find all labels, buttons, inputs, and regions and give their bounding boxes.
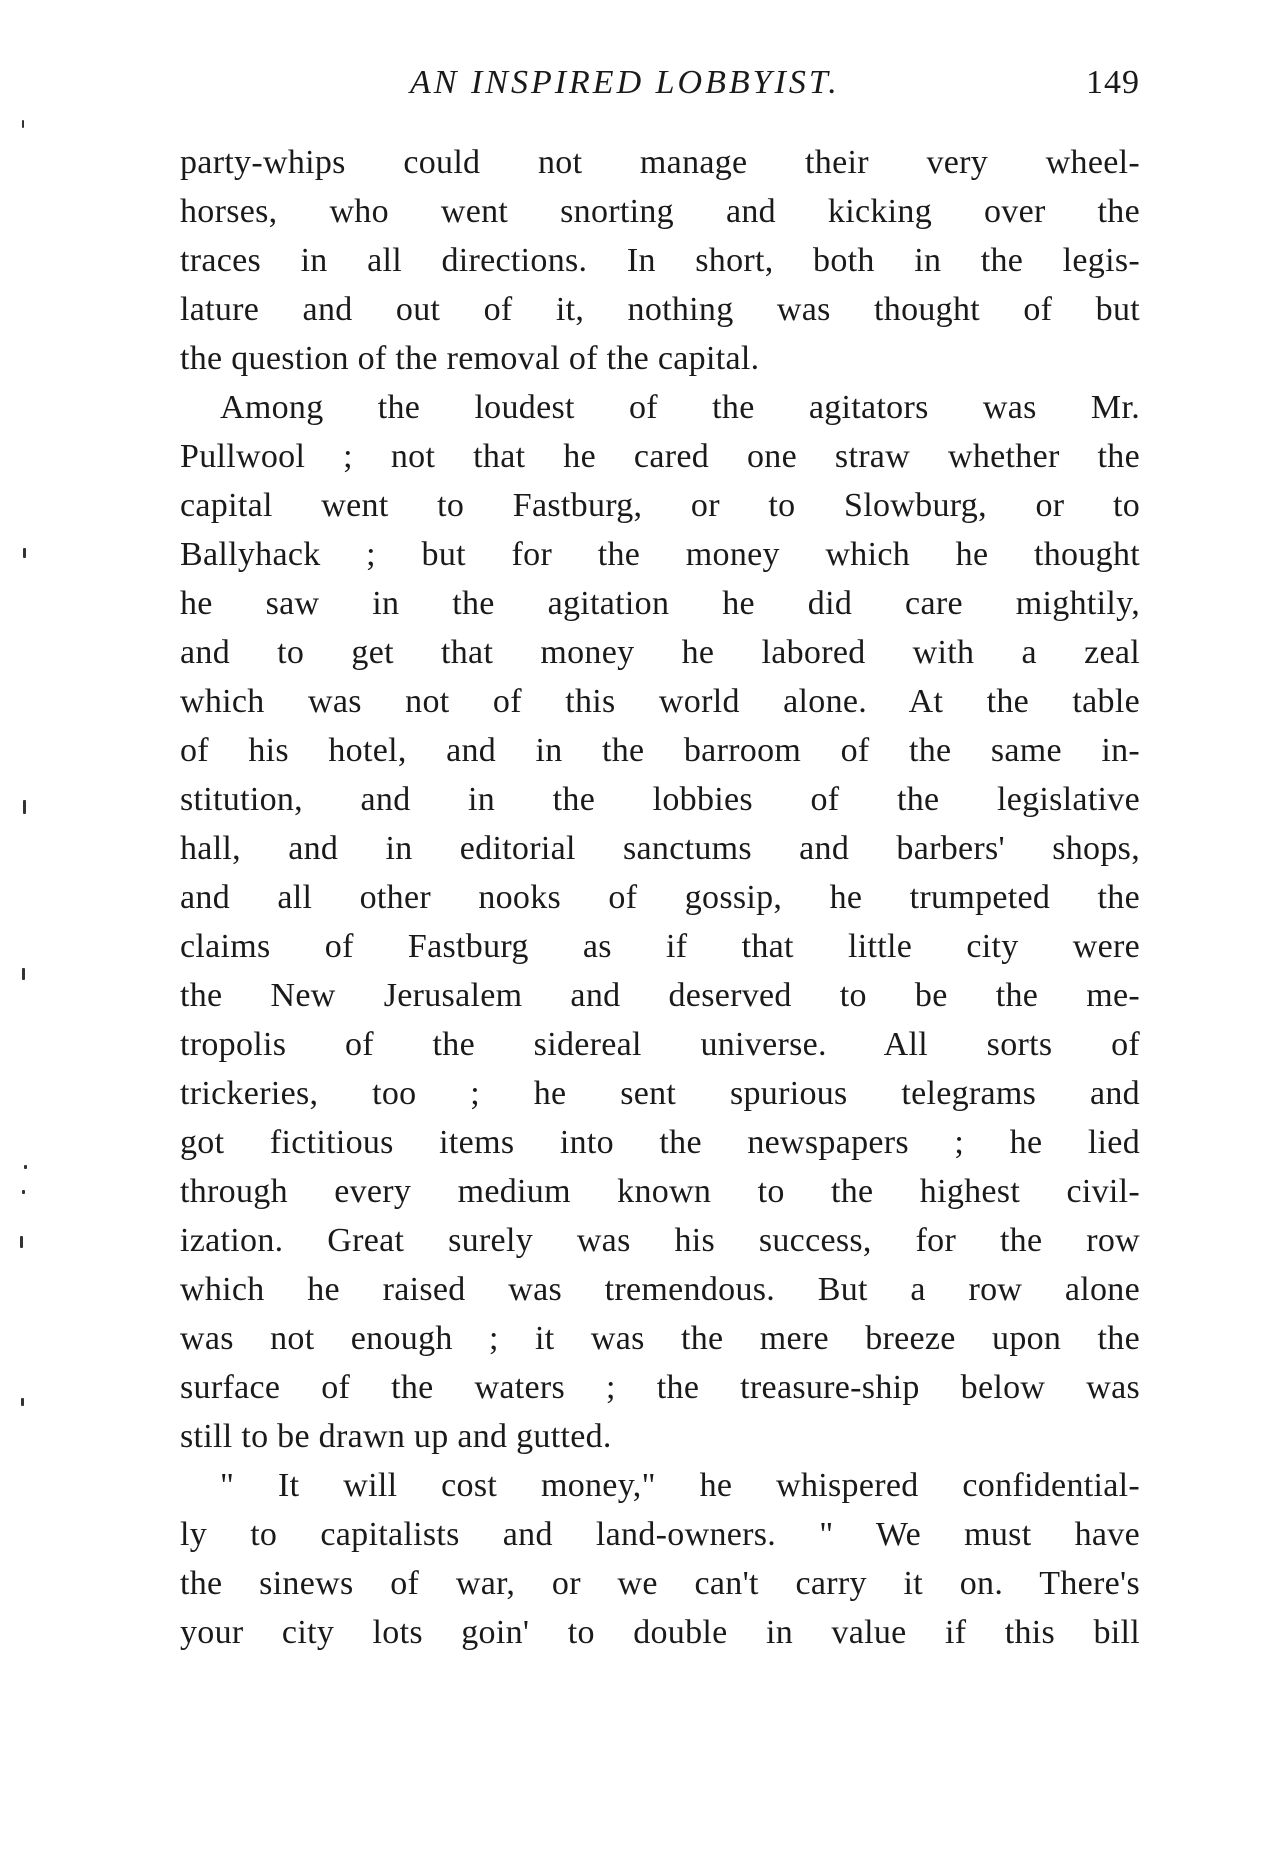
text-line: traces in all directions. In short, both in the legis- [180,242,1140,279]
scan-speck [21,1398,24,1406]
text-line: he saw in the agitation he did care mightily, [180,585,1140,622]
text-line: ly to capitalists and land-owners. " We must have [180,1516,1140,1553]
text-line: stitution, and in the lobbies of the legislative [180,781,1140,818]
text-line: horses, who went snorting and kicking over the [180,193,1140,230]
text-line: and all other nooks of gossip, he trumpeted the [180,879,1140,916]
page-header [180,64,1140,114]
text-line: got fictitious items into the newspapers ; he lied [180,1124,1140,1161]
scan-speck [24,1165,27,1169]
text-line: trickeries, too ; he sent spurious telegrams and [180,1075,1140,1112]
scan-speck [20,1236,23,1248]
text-line: Ballyhack ; but for the money which he thought [180,536,1140,573]
text-line: your city lots goin' to double in value if this bill [180,1614,1140,1651]
text-line: the question of the removal of the capital. [180,340,760,377]
scan-speck [22,1190,25,1194]
text-line: hall, and in editorial sanctums and barbers' shops, [180,830,1140,867]
text-line: through every medium known to the highest civil- [180,1173,1140,1210]
scan-speck [23,800,26,814]
text-line: which was not of this world alone. At the table [180,683,1140,720]
scan-speck [22,120,24,128]
scan-speck [22,968,25,980]
text-line: was not enough ; it was the mere breeze upon the [180,1320,1140,1357]
text-line: party-whips could not manage their very wheel- [180,144,1140,181]
text-line: and to get that money he labored with a zeal [180,634,1140,671]
text-line: claims of Fastburg as if that little city were [180,928,1140,965]
text-line: surface of the waters ; the treasure-ship below was [180,1369,1140,1406]
text-line: still to be drawn up and gutted. [180,1418,612,1455]
running-title: AN INSPIRED LOBBYIST. [410,64,840,101]
page-number: 149 [1086,64,1140,101]
text-line: tropolis of the sidereal universe. All sorts of [180,1026,1140,1063]
text-line: lature and out of it, nothing was thought of but [180,291,1140,328]
text-line: Pullwool ; not that he cared one straw whether the [180,438,1140,475]
paragraph-start-line: " It will cost money," he whispered confidential- [220,1467,1140,1504]
text-line: the sinews of war, or we can't carry it on. There's [180,1565,1140,1602]
text-line: of his hotel, and in the barroom of the same in- [180,732,1140,769]
text-line: the New Jerusalem and deserved to be the me- [180,977,1140,1014]
paragraph-start-line: Among the loudest of the agitators was Mr. [220,389,1140,426]
scan-speck [23,548,26,558]
text-line: which he raised was tremendous. But a row alone [180,1271,1140,1308]
body-text [180,138,1140,1657]
text-line: capital went to Fastburg, or to Slowburg, or to [180,487,1140,524]
text-line: ization. Great surely was his success, for the row [180,1222,1140,1259]
